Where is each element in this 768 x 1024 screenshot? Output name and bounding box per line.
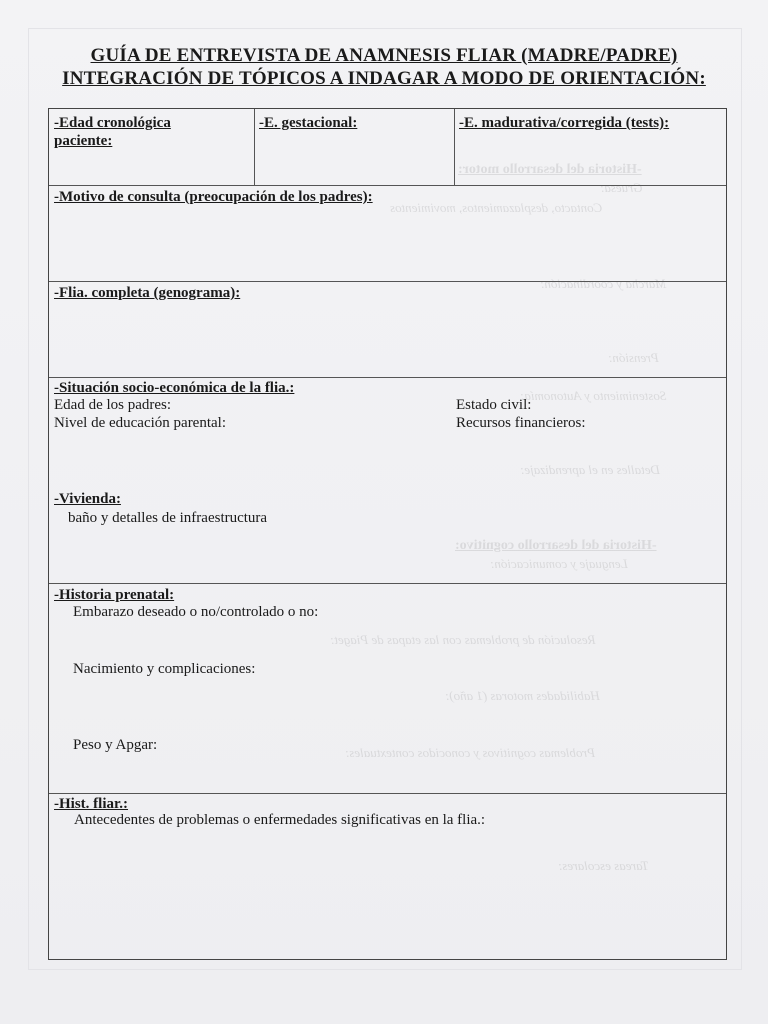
embarazo-field: Embarazo deseado o no/controlado o no: xyxy=(73,604,319,620)
familia-genograma-label: -Flia. completa (genograma): xyxy=(54,285,241,301)
show-through-text: Contacto, desplazamientos, movimientos xyxy=(390,200,603,215)
edad-gestacional-label: -E. gestacional: xyxy=(259,115,358,131)
row-divider xyxy=(49,185,726,186)
motivo-consulta-label: -Motivo de consulta (preocupación de los padres): xyxy=(54,189,373,205)
edad-madurativa-label: -E. madurativa/corregida (tests): xyxy=(459,115,670,131)
edad-cronologica-label-line2: paciente: xyxy=(54,133,113,149)
document-title-line1: GUÍA DE ENTREVISTA DE ANAMNESIS FLIAR (MADRE/PADRE) xyxy=(90,45,678,66)
show-through-text: Lenguaje y comunicación: xyxy=(490,556,628,571)
historia-familiar-label: -Hist. fliar.: xyxy=(54,796,129,812)
recursos-financieros-field: Recursos financieros: xyxy=(456,415,586,431)
historia-prenatal-label: -Historia prenatal: xyxy=(54,587,175,603)
show-through-text: Prensión: xyxy=(608,350,659,365)
row-divider xyxy=(49,281,726,282)
show-through-text: Gruesa: xyxy=(600,180,643,195)
situacion-socioeconomica-label: -Situación socio-económica de la flia.: xyxy=(54,380,295,396)
column-divider xyxy=(454,109,455,185)
peso-apgar-field: Peso y Apgar: xyxy=(73,737,158,753)
estado-civil-field: Estado civil: xyxy=(456,397,532,413)
anamnesis-form-table xyxy=(48,108,727,960)
nivel-educacion-field: Nivel de educación parental: xyxy=(54,415,227,431)
edad-padres-field: Edad de los padres: xyxy=(54,397,172,413)
show-through-text: Problemas cognitivos y conocidos contextuales: xyxy=(345,745,596,760)
show-through-heading-cognitivo: -Historia del desarrollo cognitivo: xyxy=(455,538,657,553)
show-through-text: Sostenimiento y Autonomía: xyxy=(520,388,667,403)
column-divider xyxy=(254,109,255,185)
vivienda-detalle: baño y detalles de infraestructura xyxy=(68,510,268,526)
show-through-heading-motor: -Historia del desarrollo motor: xyxy=(458,162,642,177)
show-through-text: Marcha y coordinación: xyxy=(540,276,667,291)
show-through-text: Resolución de problemas con las etapas de Piaget: xyxy=(330,632,596,647)
show-through-text: Detalles en el aprendizaje: xyxy=(520,462,660,477)
row-divider xyxy=(49,793,726,794)
row-divider xyxy=(49,377,726,378)
row-divider xyxy=(49,583,726,584)
show-through-text: Tareas escolares: xyxy=(558,858,649,873)
show-through-text: Habilidades motoras (1 año): xyxy=(445,688,600,703)
document-title-line2: INTEGRACIÓN DE TÓPICOS A INDAGAR A MODO DE ORIENTACIÓN: xyxy=(62,68,706,89)
antecedentes-field: Antecedentes de problemas o enfermedades significativas en la flia.: xyxy=(74,812,486,828)
vivienda-label: -Vivienda: xyxy=(54,491,121,507)
edad-cronologica-label-line1: -Edad cronológica xyxy=(54,115,171,131)
nacimiento-field: Nacimiento y complicaciones: xyxy=(73,661,256,677)
